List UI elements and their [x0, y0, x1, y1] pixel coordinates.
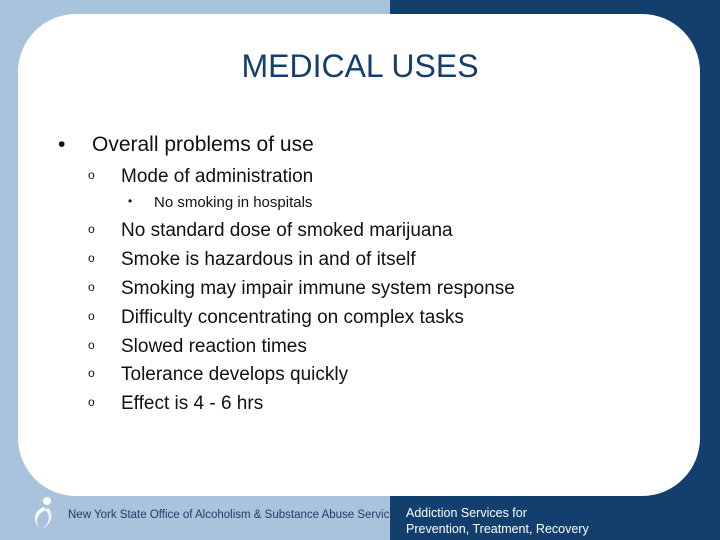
footer-tagline-line1: Addiction Services for	[406, 506, 527, 520]
bullet-marker: o	[88, 338, 95, 352]
oasas-figure-logo-icon	[24, 494, 64, 534]
footer-agency-name: New York State Office of Alcoholism & Substance Abuse Services	[68, 509, 402, 521]
bullet-text: Overall problems of use	[92, 133, 314, 156]
footer-tagline	[406, 505, 589, 537]
bullet-marker: o	[88, 280, 95, 294]
footer-tagline-line2: Prevention, Treatment, Recovery	[406, 522, 589, 536]
bullet-text: Smoke is hazardous in and of itself	[121, 249, 416, 270]
bullet-marker: o	[88, 395, 95, 409]
bullet-text: Smoking may impair immune system response	[121, 278, 515, 299]
slide-title: MEDICAL USES	[241, 48, 479, 84]
bullet-text: No smoking in hospitals	[154, 194, 313, 211]
bullet-text: Effect is 4 - 6 hrs	[121, 393, 264, 414]
bullet-text: Mode of administration	[121, 166, 314, 187]
bullet-marker: •	[128, 194, 133, 208]
bullet-text: Difficulty concentrating on complex tasks	[121, 307, 464, 328]
bullet-marker: •	[58, 133, 66, 156]
bullet-marker: o	[88, 168, 95, 182]
bullet-marker: o	[88, 222, 95, 236]
bullet-text: No standard dose of smoked marijuana	[121, 220, 453, 241]
bullet-text: Tolerance develops quickly	[121, 364, 349, 385]
bullet-text: Slowed reaction times	[121, 336, 307, 357]
bullet-marker: o	[88, 309, 95, 323]
bullet-marker: o	[88, 366, 95, 380]
bullet-marker: o	[88, 251, 95, 265]
